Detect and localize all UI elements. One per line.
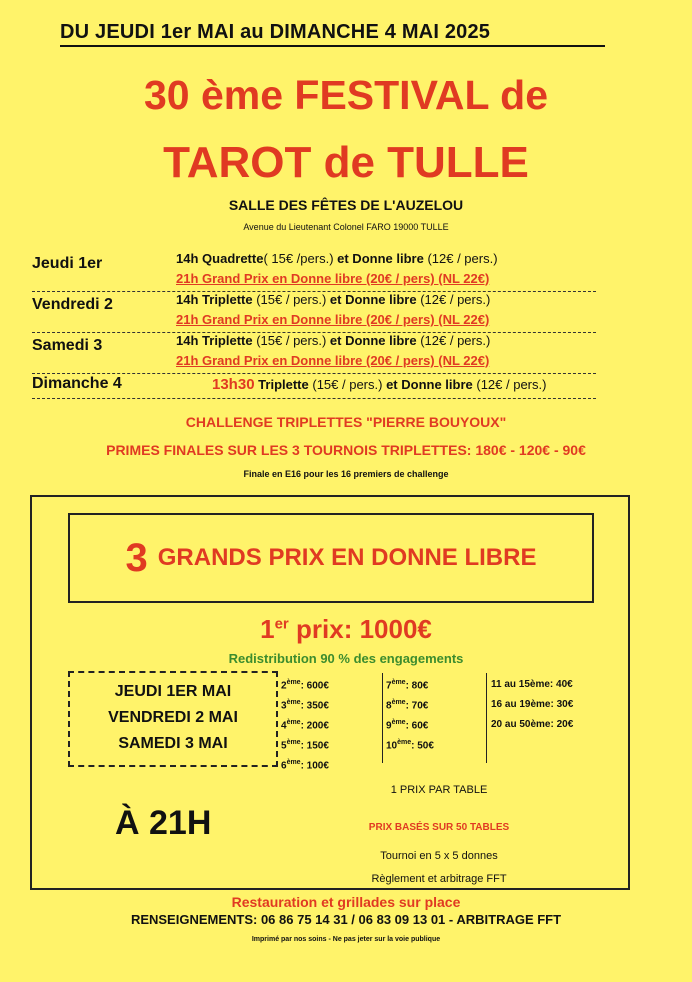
challenge-finale: Finale en E16 pour les 16 premiers de challenge — [243, 469, 449, 479]
venue-address: Avenue du Lieutenant Colonel FARO 19000 TULLE — [243, 222, 449, 232]
prize-item: 11 au 15ème: 40€ — [491, 679, 573, 690]
column-divider — [486, 673, 487, 763]
challenge-primes: PRIMES FINALES SUR LES 3 TOURNOIS TRIPLETTES: 180€ - 120€ - 90€ — [106, 442, 586, 458]
prize-item: 6ème: 100€ — [281, 759, 329, 772]
schedule-afternoon: 13h30 Triplette (15€ / pers.) et Donne libre (12€ / pers.) — [212, 376, 547, 393]
schedule-afternoon: 14h Triplette (15€ / pers.) et Donne libre (12€ / pers.) — [176, 292, 491, 307]
prize-list-col2 — [386, 673, 434, 753]
date-range-header: DU JEUDI 1er MAI au DIMANCHE 4 MAI 2025 — [60, 20, 605, 47]
schedule-day: Jeudi 1er — [32, 255, 103, 272]
schedule-afternoon: 14h Triplette (15€ / pers.) et Donne libre (12€ / pers.) — [176, 333, 491, 348]
schedule-grand-prix: 21h Grand Prix en Donne libre (20€ / pers) (NL 22€) — [176, 312, 490, 327]
schedule-day: Vendredi 2 — [32, 296, 113, 313]
divider — [32, 398, 596, 399]
prize-item: 4ème: 200€ — [281, 719, 329, 732]
tournament-format: Tournoi en 5 x 5 donnes — [380, 850, 498, 862]
schedule-row — [32, 333, 632, 373]
grand-prix-label: GRANDS PRIX EN DONNE LIBRE — [157, 544, 537, 571]
prize-item: 10ème: 50€ — [386, 739, 434, 752]
challenge-title: CHALLENGE TRIPLETTES "PIERRE BOUYOUX" — [185, 414, 507, 430]
venue-name: SALLE DES FÊTES DE L'AUZELOU — [228, 197, 464, 213]
grand-prix-time: À 21H — [115, 804, 212, 842]
column-divider — [382, 673, 383, 763]
prize-item: 9ème: 60€ — [386, 719, 429, 732]
schedule-row — [32, 292, 632, 332]
prize-item: 5ème: 150€ — [281, 739, 329, 752]
first-prize: 1er prix: 1000€ — [260, 614, 432, 644]
prize-item: 8ème: 70€ — [386, 699, 429, 712]
prize-per-table: 1 PRIX PAR TABLE — [390, 784, 488, 796]
festival-title-line2: TAROT de TULLE — [163, 138, 529, 187]
contact-info: RENSEIGNEMENTS: 06 86 75 14 31 / 06 83 09 13 01 - ARBITRAGE FFT — [130, 912, 562, 927]
festival-title-line1: 30 ème FESTIVAL de — [143, 72, 549, 118]
grand-prix-date: JEUDI 1ER MAI — [114, 683, 232, 700]
schedule-grand-prix: 21h Grand Prix en Donne libre (20€ / pers) (NL 22€) — [176, 353, 490, 368]
prize-item: 3ème: 350€ — [281, 699, 329, 712]
prize-item: 2ème: 600€ — [281, 679, 329, 692]
prize-item: 20 au 50ème: 20€ — [491, 719, 574, 730]
tournament-rules: Règlement et arbitrage FFT — [371, 873, 507, 885]
grand-prix-banner — [68, 513, 594, 603]
grand-prix-count: 3 — [125, 535, 148, 580]
divider — [32, 373, 596, 374]
prize-item: 16 au 19ème: 30€ — [491, 699, 574, 710]
schedule-afternoon: 14h Quadrette( 15€ /pers.) et Donne libre (12€ / pers.) — [176, 251, 498, 266]
prize-list-col3 — [491, 675, 573, 735]
schedule-row — [32, 375, 632, 399]
printed-notice: Imprimé par nos soins - Ne pas jeter sur la voie publique — [251, 936, 441, 943]
grand-prix-date: VENDREDI 2 MAI — [108, 709, 238, 726]
schedule-grand-prix: 21h Grand Prix en Donne libre (20€ / pers) (NL 22€) — [176, 271, 490, 286]
schedule-row — [32, 251, 632, 291]
schedule-day: Samedi 3 — [32, 337, 103, 354]
prize-basis: PRIX BASÉS SUR 50 TABLES — [368, 822, 510, 833]
prize-list-col1 — [281, 673, 329, 773]
restauration-note: Restauration et grillades sur place — [231, 894, 461, 910]
prize-item: 7ème: 80€ — [386, 679, 429, 692]
redistribution-note: Redistribution 90 % des engagements — [228, 651, 464, 666]
schedule-day: Dimanche 4 — [32, 375, 122, 392]
grand-prix-date: SAMEDI 3 MAI — [118, 735, 228, 752]
